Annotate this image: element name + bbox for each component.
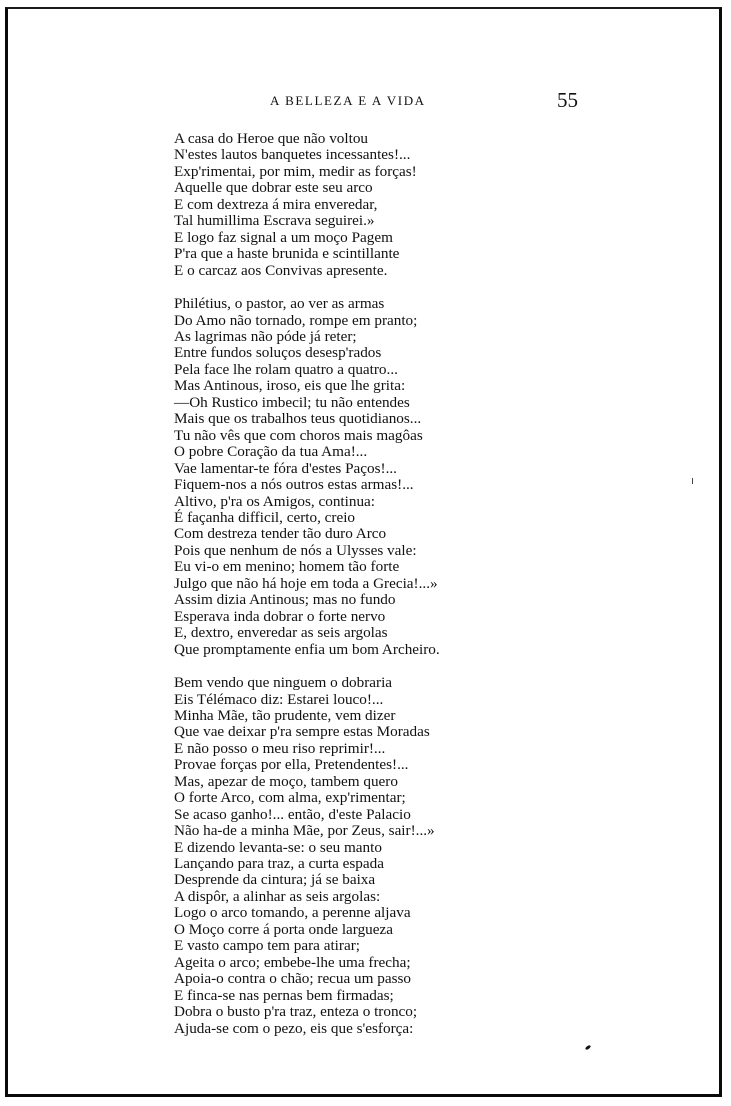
verse-line: E vasto campo tem para atirar; [174,937,360,955]
verse-line: Exp'rimentai, por mim, medir as forças! [174,162,417,180]
verse-line: E, dextro, enveredar as seis argolas [174,624,388,642]
verse-line: Que promptamente enfia um bom Archeiro. [174,640,440,658]
verse-line: Ageita o arco; embebe-lhe uma frecha; [174,953,411,971]
verse-line: Pela face lhe rolam quatro a quatro... [174,360,398,378]
verse-line: Mas, apezar de moço, tambem quero [174,772,398,790]
verse-line: O pobre Coração da tua Ama!... [174,443,368,461]
verse-line: Vae lamentar-te fóra d'estes Paços!... [174,459,397,477]
verse-line: Ajuda-se com o pezo, eis que s'esforça: [174,1019,414,1037]
verse-line: Se acaso ganho!... então, d'este Palacio [174,805,411,823]
verse-line: Lançando para traz, a curta espada [174,855,384,873]
verse-line: Mais que os trabalhos teus quotidianos... [174,410,422,428]
verse-line: P'ra que a haste brunida e scintillante [174,245,400,263]
verse-line: A dispôr, a alinhar as seis argolas: [174,887,381,905]
verse-line: Esperava inda dobrar o forte nervo [174,607,386,625]
verse-line: Altivo, p'ra os Amigos, continua: [174,492,376,510]
verse-line: Dobra o busto p'ra traz, enteza o tronco; [174,1003,418,1021]
stanza [174,675,504,1037]
verse-line: É façanha difficil, certo, creio [174,508,356,526]
verse-line: E o carcaz aos Convivas apresente. [174,261,388,279]
verse-line: Do Amo não tornado, rompe em pranto; [174,311,418,329]
verse-line: Eu vi-o em menino; homem tão forte [174,558,400,576]
stanza [174,296,504,658]
verse-line: E dizendo levanta-se: o seu manto [174,838,382,856]
verse-line: A casa do Heroe que não voltou [174,130,369,147]
verse-line: Philétius, o pastor, ao ver as armas [174,295,385,313]
running-title: A BELLEZA E A VIDA [270,93,426,108]
poem-body [174,131,504,1037]
verse-line: Tal humillima Escrava seguirei.» [174,212,375,230]
verse-line: N'estes lautos banquetes incessantes!... [174,146,411,164]
verse-line: Eis Télémaco diz: Estarei louco!... [174,690,384,708]
print-speck [692,478,693,484]
verse-line: E com dextreza á mira enveredar, [174,195,378,213]
verse-line: E logo faz signal a um moço Pagem [174,228,393,246]
verse-line: Entre fundos soluços desesp'rados [174,344,382,362]
verse-line: Não ha-de a minha Mãe, por Zeus, sair!...» [174,822,435,840]
verse-line: Apoia-o contra o chão; recua um passo [174,970,412,988]
verse-line: Julgo que não há hoje em toda a Grecia!...» [174,574,438,592]
verse-line: Bem vendo que ninguem o dobraria [174,674,393,692]
verse-line: Tu não vês que com choros mais magôas [174,426,423,444]
verse-line: Desprende da cintura; já se baixa [174,871,376,889]
verse-line: Logo o arco tomando, a perenne aljava [174,904,411,922]
verse-line: Pois que nenhum de nós a Ulysses vale: [174,541,417,559]
verse-line: As lagrimas não póde já reter; [174,327,357,345]
verse-line: Com destreza tender tão duro Arco [174,525,387,543]
verse-line: E não posso o meu riso reprimir!... [174,739,386,757]
verse-line: Minha Mãe, tão prudente, vem dizer [174,706,396,724]
verse-line: Mas Antinous, iroso, eis que lhe grita: [174,377,406,395]
verse-line: Assim dizia Antinous; mas no fundo [174,591,396,609]
verse-line: Aquelle que dobrar este seu arco [174,179,373,197]
verse-line: O forte Arco, com alma, exp'rimentar; [174,789,406,807]
verse-line: —Oh Rustico imbecil; tu não entendes [174,393,410,411]
verse-line: Fiquem-nos a nós outros estas armas!... [174,476,414,494]
verse-line: E finca-se nas pernas bem firmadas; [174,986,394,1004]
stanza [174,131,504,279]
verse-line: O Moço corre á porta onde largueza [174,920,393,938]
page-number: 55 [557,88,578,112]
verse-line: Provae forças por ella, Pretendentes!... [174,756,409,774]
verse-line: Que vae deixar p'ra sempre estas Moradas [174,723,430,741]
